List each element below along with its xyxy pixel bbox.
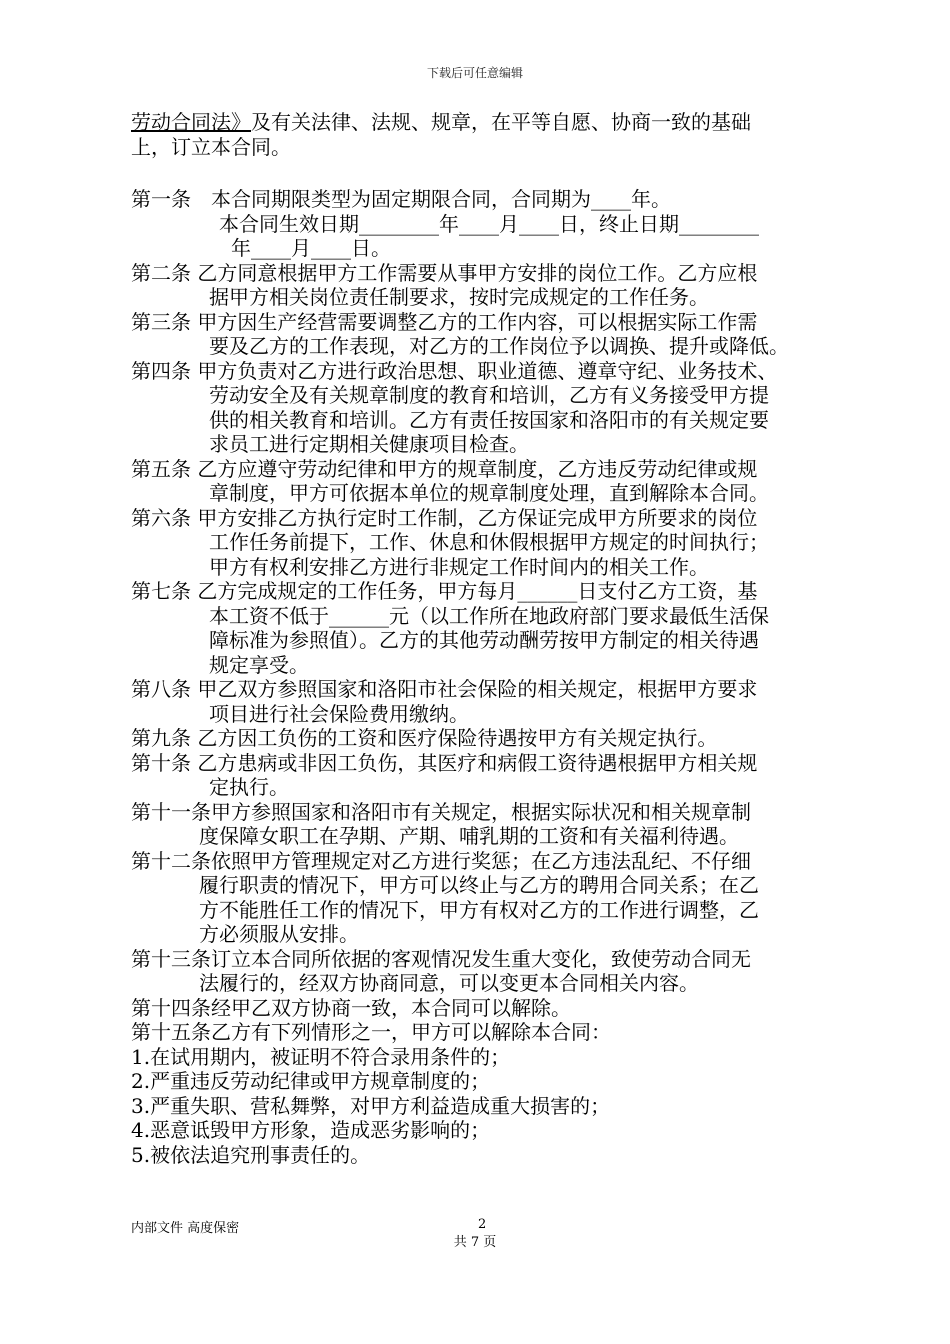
article-12-line: 第十二条依照甲方管理规定对乙方进行奖惩；在乙方违法乱纪、不仔细	[131, 848, 751, 873]
list-item: 5.被依法追究刑事责任的。	[131, 1142, 371, 1167]
footer-confidential-label: 内部文件 高度保密	[131, 1221, 240, 1236]
page-header: 下载后可任意编辑	[426, 66, 523, 80]
intro-text: 及有关法律、法规、规章，在平等自愿、协商一致的基础	[251, 110, 751, 134]
article-4-line: 供的相关教育和培训。乙方有责任按国家和洛阳市的有关规定要	[209, 407, 769, 432]
article-6-line: 甲方有权利安排乙方进行非规定工作时间内的相关工作。	[209, 554, 709, 579]
article-9-line: 第九条 乙方因工负伤的工资和医疗保险待遇按甲方有关规定执行。	[131, 726, 718, 750]
article-13-line: 法履行的，经双方协商同意，可以变更本合同相关内容。	[199, 971, 699, 995]
intro-line-1	[131, 110, 851, 135]
page-total: 共 7 页	[453, 1235, 497, 1250]
article-13-line: 第十三条订立本合同所依据的客观情况发生重大变化，致使劳动合同无	[131, 946, 751, 971]
article-4-line: 劳动安全及有关规章制度的教育和培训，乙方有义务接受甲方提	[209, 383, 769, 407]
article-12-line: 方必须服从安排。	[199, 922, 359, 946]
article-3-line: 第三条 甲方因生产经营需要调整乙方的工作内容，可以根据实际工作需	[131, 309, 758, 334]
spacer	[131, 159, 851, 187]
article-1-line: 本合同生效日期________年____月____日，终止日期________	[219, 211, 759, 236]
article-11-line: 第十一条甲方参照国家和洛阳市有关规定，根据实际状况和相关规章制	[131, 799, 751, 824]
article-2-line: 据甲方相关岗位责任制要求，按时完成规定的工作任务。	[209, 285, 709, 309]
article-4-line: 第四条 甲方负责对乙方进行政治思想、职业道德、遵章守纪、业务技术、	[131, 358, 778, 383]
article-15-line: 第十五条乙方有下列情形之一，甲方可以解除本合同：	[131, 1020, 611, 1044]
article-6-line: 工作任务前提下，工作、休息和休假根据甲方规定的时间执行；	[209, 530, 769, 554]
article-8-line: 第八条 甲乙双方参照国家和洛阳市社会保险的相关规定，根据甲方要求	[131, 677, 758, 701]
article-11-line: 度保障女职工在孕期、产期、哺乳期的工资和有关福利待遇。	[199, 824, 739, 848]
article-1-line: 第一条 本合同期限类型为固定期限合同，合同期为____年。	[131, 187, 671, 211]
list-item: 3.严重失职、营私舞弊，对甲方利益造成重大损害的；	[131, 1093, 611, 1118]
article-1-line: 年____月____日。	[231, 236, 391, 260]
article-2-line: 第二条 乙方同意根据甲方工作需要从事甲方安排的岗位工作。乙方应根	[131, 260, 758, 285]
article-8-line: 项目进行社会保险费用缴纳。	[209, 701, 469, 726]
list-item: 2.严重违反劳动纪律或甲方规章制度的；	[131, 1069, 491, 1093]
list-item: 4.恶意诋毁甲方形象，造成恶劣影响的；	[131, 1118, 491, 1142]
page-number: 2	[478, 1217, 487, 1232]
article-5-line: 章制度，甲方可依据本单位的规章制度处理，直到解除本合同。	[209, 481, 769, 505]
article-4-line: 求员工进行定期相关健康项目检查。	[209, 432, 529, 456]
contract-body	[131, 110, 851, 1167]
article-6-line: 第六条 甲方安排乙方执行定时工作制，乙方保证完成甲方所要求的岗位	[131, 505, 758, 530]
intro-line-2: 上，订立本合同。	[131, 134, 291, 159]
article-14-line: 第十四条经甲乙双方协商一致，本合同可以解除。	[131, 995, 571, 1020]
law-reference: 劳动合同法》	[131, 110, 251, 134]
article-10-line: 定执行。	[209, 775, 289, 799]
article-7-line: 规定享受。	[209, 652, 309, 677]
article-3-line: 要及乙方的工作表现，对乙方的工作岗位予以调换、提升或降低。	[209, 334, 789, 358]
article-7-line: 第七条 乙方完成规定的工作任务，甲方每月______日支付乙方工资，基	[131, 579, 758, 603]
article-7-line: 本工资不低于______元（以工作所在地政府部门要求最低生活保	[209, 603, 769, 628]
article-12-line: 履行职责的情况下，甲方可以终止与乙方的聘用合同关系；在乙	[199, 873, 759, 897]
article-7-line: 障标准为参照值）。乙方的其他劳动酬劳按甲方制定的相关待遇	[209, 628, 759, 652]
article-12-line: 方不能胜任工作的情况下，甲方有权对乙方的工作进行调整，乙	[199, 897, 759, 922]
article-10-line: 第十条 乙方患病或非因工负伤，其医疗和病假工资待遇根据甲方相关规	[131, 750, 758, 775]
list-item: 1.在试用期内，被证明不符合录用条件的；	[131, 1044, 511, 1069]
article-5-line: 第五条 乙方应遵守劳动纪律和甲方的规章制度，乙方违反劳动纪律或规	[131, 456, 758, 481]
